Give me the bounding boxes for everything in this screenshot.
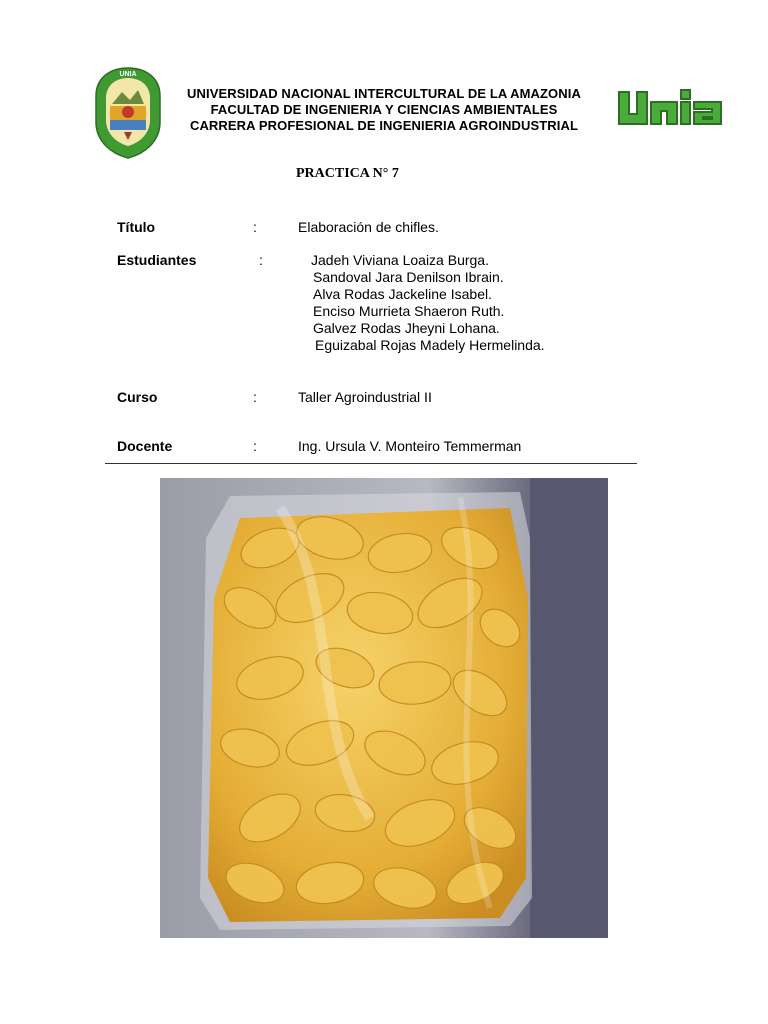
student-name: Galvez Rodas Jheyni Lohana. (313, 320, 500, 336)
institution-header (168, 86, 600, 134)
curso-label: Curso (117, 389, 158, 405)
student-name: Sandoval Jara Denilson Ibrain. (313, 269, 504, 285)
horizontal-divider (105, 463, 637, 464)
svg-text:UNIA: UNIA (119, 71, 137, 78)
docente-value: Ing. Ursula V. Monteiro Temmerman (298, 438, 522, 454)
estudiantes-colon: : (259, 252, 263, 268)
university-seal-logo (94, 66, 162, 160)
curso-colon: : (253, 389, 257, 405)
titulo-value: Elaboración de chifles. (298, 219, 439, 235)
practica-title: PRACTICA N° 7 (296, 166, 399, 181)
titulo-colon: : (253, 219, 257, 235)
university-name: UNIVERSIDAD NACIONAL INTERCULTURAL DE LA AMAZONIA (187, 86, 581, 101)
student-list (311, 252, 545, 354)
student-name: Eguizabal Rojas Madely Hermelinda. (315, 337, 545, 353)
student-name: Enciso Murrieta Shaeron Ruth. (313, 303, 505, 319)
student-name: Jadeh Viviana Loaiza Burga. (311, 252, 489, 268)
curso-value: Taller Agroindustrial II (298, 389, 432, 405)
chifles-bag-photo (160, 478, 608, 938)
estudiantes-label: Estudiantes (117, 252, 197, 268)
program-name: CARRERA PROFESIONAL DE INGENIERIA AGROINDUSTRIAL (189, 118, 579, 133)
docente-label: Docente (117, 438, 173, 454)
titulo-label: Título (117, 219, 156, 235)
student-name: Alva Rodas Jackeline Isabel. (313, 286, 492, 302)
unia-wordmark-logo (616, 84, 724, 130)
faculty-name: FACULTAD DE INGENIERIA Y CIENCIAS AMBIENTALES (210, 102, 558, 117)
docente-colon: : (253, 438, 257, 454)
